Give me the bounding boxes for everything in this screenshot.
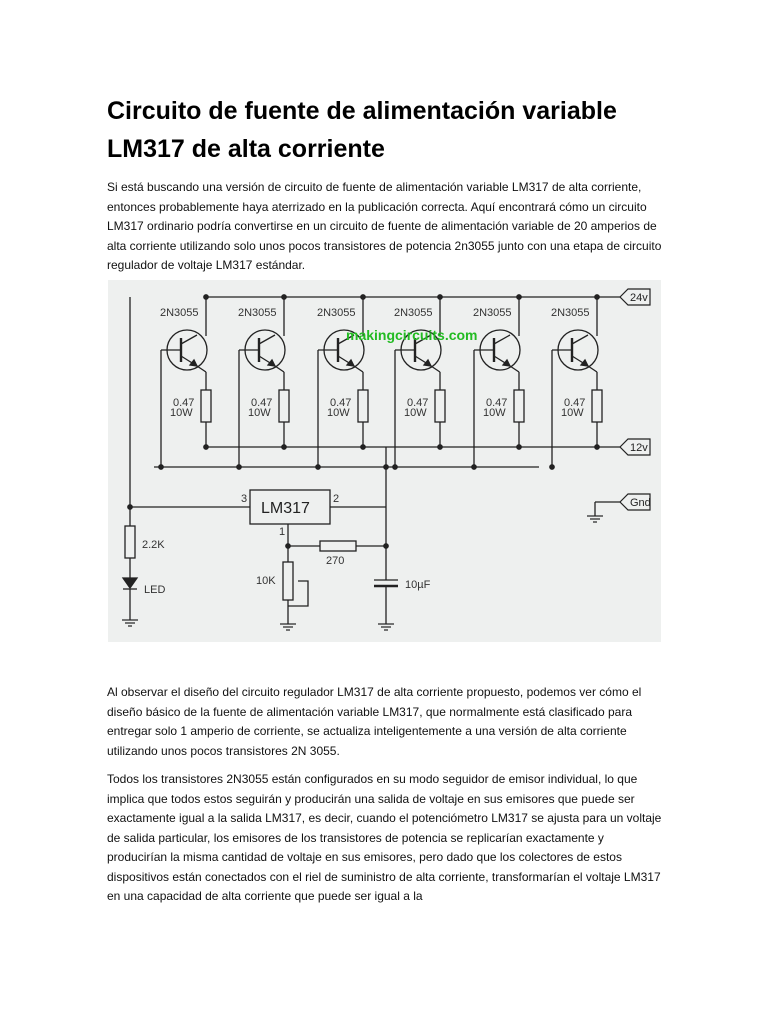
- resistor-value: 0.47: [173, 397, 195, 409]
- transistor-stage: [393, 295, 445, 469]
- transistor-stage: [472, 295, 524, 469]
- terminal-24v: [620, 289, 650, 305]
- terminal-12v-label: 12v: [630, 442, 648, 454]
- resistor-value: 0.47: [330, 397, 352, 409]
- ground-symbol: [587, 516, 603, 522]
- circuit-diagram: [108, 280, 661, 642]
- terminal-gnd: [620, 494, 651, 510]
- pot-label: 10K: [256, 575, 276, 587]
- transistor-label: 2N3055: [394, 307, 433, 319]
- transistor-label: 2N3055: [317, 307, 356, 319]
- resistor-270-label: 270: [326, 555, 345, 567]
- ground-symbol: [122, 620, 138, 626]
- ground-symbol: [280, 624, 296, 630]
- transistor-label: 2N3055: [473, 307, 512, 319]
- pin1-label: 1: [279, 526, 286, 538]
- terminal-24v-label: 24v: [630, 292, 648, 304]
- led-label: LED: [144, 584, 166, 596]
- transistor-stage: [159, 295, 211, 469]
- watermark: makingcircuits.com: [346, 327, 478, 343]
- regulator-label: LM317: [261, 500, 310, 517]
- ground-symbol: [378, 624, 394, 630]
- resistor-symbol: [358, 390, 368, 422]
- resistor-power: 10W: [483, 407, 506, 419]
- paragraph-transistors: Todos los transistores 2N3055 están configurados en su modo seguidor de emisor individual, lo que implica que todos estos seguirán y producirán una salida de voltaje en sus emisores que puede ser exactamente igual a la salida LM317, es decir, cuando el potenciómetro LM317 se ajusta para un voltaje de salida particular, los emisores de los transistores de potencia se replicarían exactamente y producirían la misma cantidad de voltaje en sus emisores, pero dado que los colectores de estos dispositivos están conectados con el riel de suministro de alta corriente, transformarían el voltaje LM317 en una capacidad de alta corriente que puede ser igual a la: [107, 772, 662, 903]
- resistor-symbol: [514, 390, 524, 422]
- transistor-stage: [237, 295, 289, 469]
- terminal-12v: [620, 439, 650, 455]
- title-line-2: LM317 de alta corriente: [107, 135, 385, 163]
- transistor-label: 2N3055: [160, 307, 199, 319]
- terminal-gnd-label: Gnd: [630, 497, 651, 509]
- circuit-schematic: [108, 280, 661, 642]
- resistor-power: 10W: [404, 407, 427, 419]
- resistor-2k2-label: 2.2K: [142, 539, 165, 551]
- resistor-symbol: [279, 390, 289, 422]
- resistor-value: 0.47: [486, 397, 508, 409]
- transistor-stage: [550, 295, 602, 469]
- resistor-power: 10W: [248, 407, 271, 419]
- pin2-label: 2: [333, 493, 340, 505]
- paragraph-analysis: Al observar el diseño del circuito regulador LM317 de alta corriente propuesto, podemos ver cómo el diseño básico de la fuente de alimentación variable LM317, que normalmente está clasificado para entregar solo 1 amperio de corriente, se actualiza inteligentemente a una versión de alta corriente utilizando unos pocos transistores 2N 3055.: [107, 685, 642, 758]
- pin3-label: 3: [241, 493, 248, 505]
- page-title: [107, 92, 667, 168]
- transistor-label: 2N3055: [238, 307, 277, 319]
- resistor-value: 0.47: [564, 397, 586, 409]
- resistor-value: 0.47: [251, 397, 273, 409]
- resistor-power: 10W: [561, 407, 584, 419]
- transistor-stage: [316, 295, 368, 469]
- transistor-label: 2N3055: [551, 307, 590, 319]
- capacitor-label: 10µF: [405, 579, 431, 591]
- resistor-symbol: [435, 390, 445, 422]
- resistor-power: 10W: [327, 407, 350, 419]
- title-line-1: Circuito de fuente de alimentación variable: [107, 97, 617, 125]
- resistor-symbol: [592, 390, 602, 422]
- resistor-symbol: [201, 390, 211, 422]
- resistor-power: 10W: [170, 407, 193, 419]
- paragraph-intro: Si está buscando una versión de circuito de fuente de alimentación variable LM317 de alta corriente, entonces probablemente haya aterrizado en la publicación correcta. Aquí encontrará cómo un circuito LM317 ordinario podría convertirse en un circuito de fuente de alimentación variable de 20 amperios de alta corriente utilizando solo unos pocos transistores de potencia 2n3055 junto con una etapa de circuito regulador de voltaje LM317 estándar.: [107, 180, 662, 272]
- resistor-value: 0.47: [407, 397, 429, 409]
